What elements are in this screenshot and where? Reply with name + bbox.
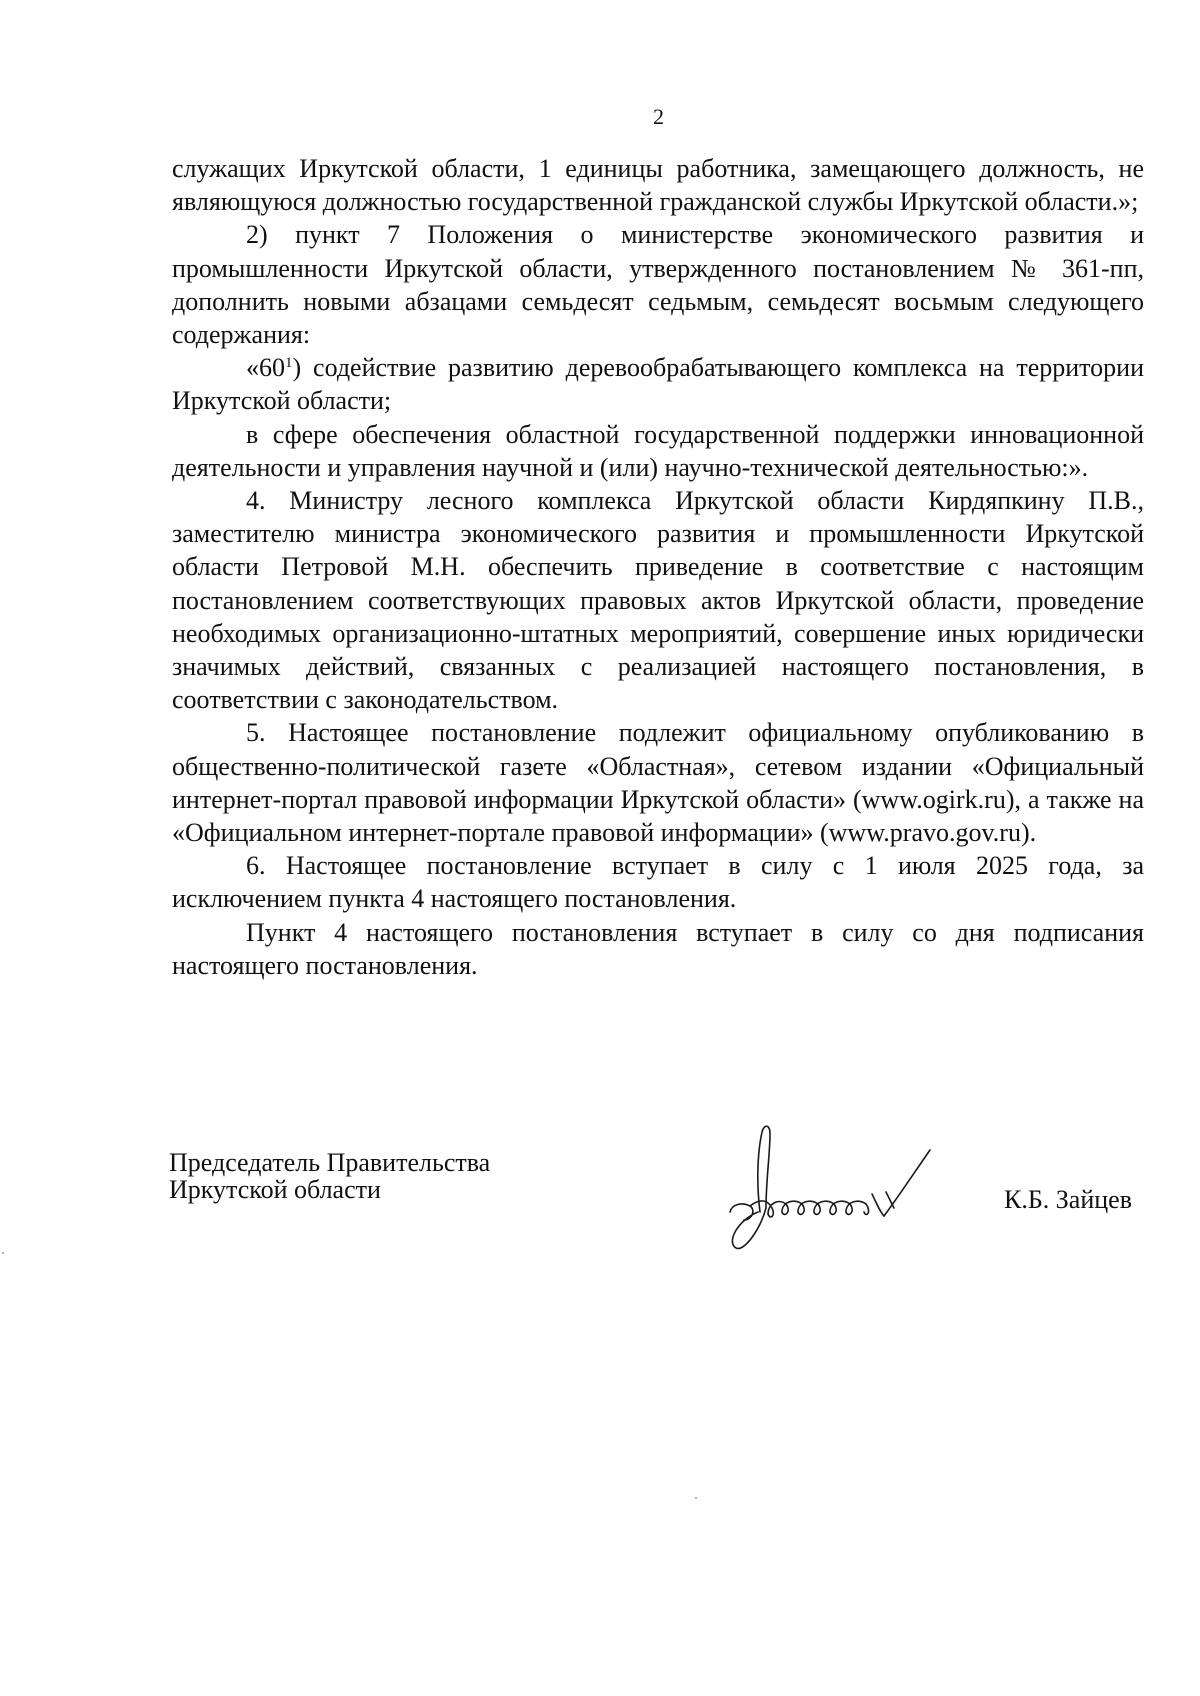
signatory-position-line-1: Председатель Правительства bbox=[169, 1148, 491, 1177]
quote-60-open: «60 bbox=[246, 353, 285, 383]
paragraph-quote-60 bbox=[172, 351, 1144, 417]
handwritten-signature bbox=[716, 1120, 952, 1260]
scan-speck bbox=[695, 1497, 697, 1499]
document-body bbox=[172, 152, 1144, 982]
paragraph-item-2: 2) пункт 7 Положения о министерстве экономического развития и промышленности Иркутской области, утвержденного постановлением № 361-пп, дополнить новыми абзацами семьдесят седьмым, семьдесят восьмым следующего содержания: bbox=[172, 220, 1144, 350]
paragraph-sphere: в сфере обеспечения областной государственной поддержки инновационной деятельности и управления научной и (или) научно-технической деятельностью:». bbox=[172, 419, 1144, 482]
paragraph-item-5: 5. Настоящее постановление подлежит официальному опубликованию в общественно-политической газете «Областная», сетевом издании «Официальный интернет-портал правовой информации Иркутской области» (www.ogirk.ru), а также на «Официальном интернет-портале правовой информации» (www.pravo.gov.ru). bbox=[172, 718, 1144, 848]
signer-name: К.Б. Зайцев bbox=[1004, 1185, 1132, 1214]
superscript-1: 1 bbox=[285, 355, 293, 372]
page-number: 2 bbox=[653, 104, 664, 129]
paragraph-continuation: служащих Иркутской области, 1 единицы работника, замещающего должность, не являющуюся должностью государственной гражданской службы Иркутской области.»; bbox=[172, 154, 1144, 217]
signatory-position-line-2: Иркутской области bbox=[169, 1175, 381, 1204]
signatory-position bbox=[169, 1149, 490, 1203]
scan-speck bbox=[2, 1252, 4, 1254]
paragraph-item-4: 4. Министру лесного комплекса Иркутской области Кирдяпкину П.В., заместителю министра экономического развития и промышленности Иркутской области Петровой М.Н. обеспечить приведение в соответствие с настоящим постановлением соответствующих правовых актов Иркутской области, проведение необходимых организационно-штатных мероприятий, совершение иных юридически значимых действий, связанных с реализацией настоящего постановления, в соответствии с законодательством. bbox=[172, 486, 1144, 715]
quote-60-text: ) содействие развитию деревообрабатывающего комплекса на территории Иркутской области; bbox=[172, 353, 1144, 416]
paragraph-item-4-effective: Пункт 4 настоящего постановления вступает в силу со дня подписания настоящего постановления. bbox=[172, 917, 1144, 980]
paragraph-item-6: 6. Настоящее постановление вступает в силу с 1 июля 2025 года, за исключением пункта 4 настоящего постановления. bbox=[172, 851, 1144, 914]
